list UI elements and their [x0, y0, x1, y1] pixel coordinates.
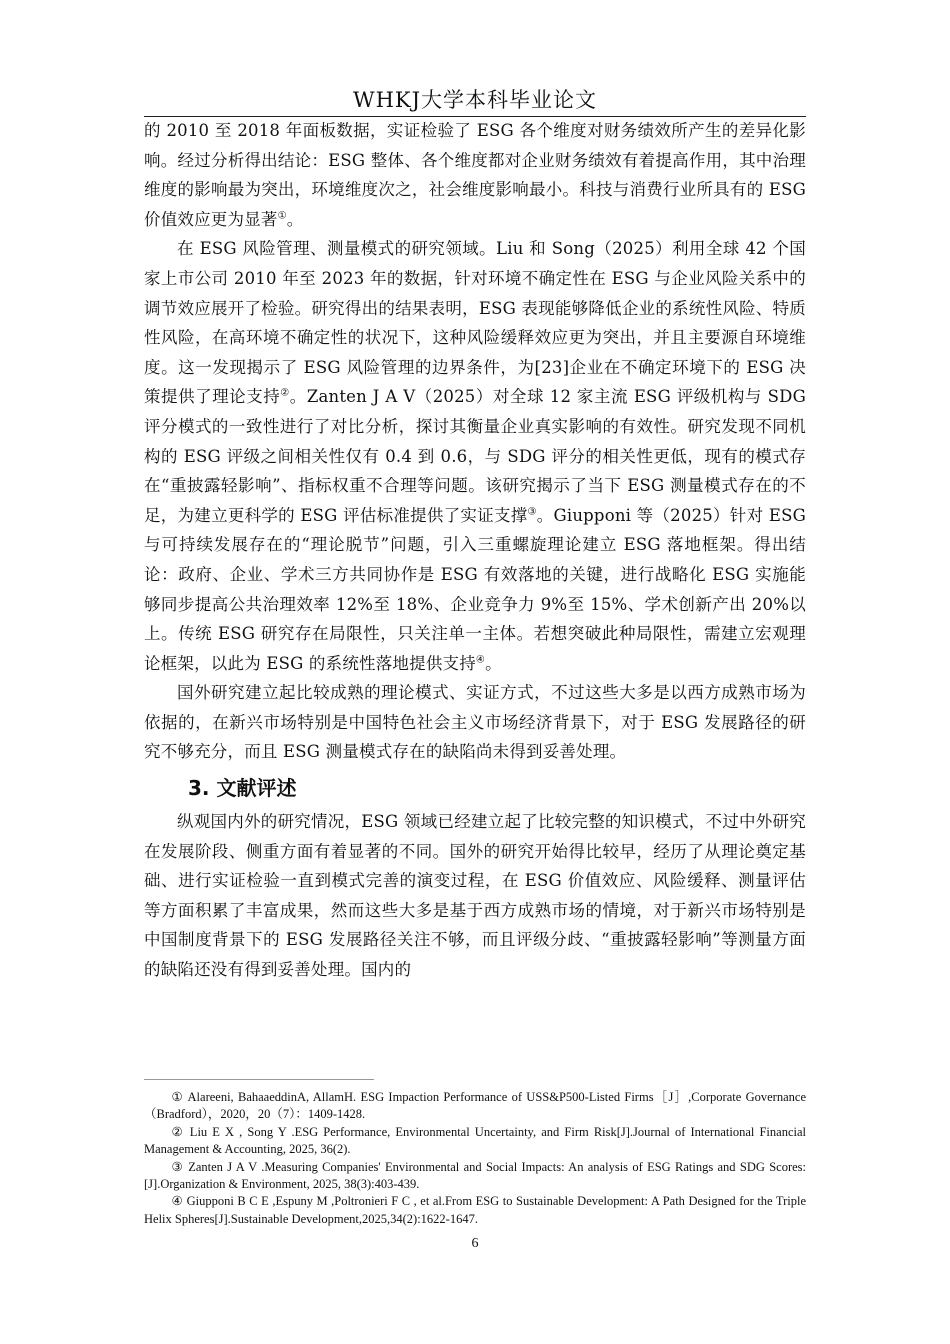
body-text	[144, 116, 806, 985]
paragraph-4: 纵观国内外的研究情况，ESG 领域已经建立起了比较完整的知识模式，不过中外研究在发展阶段、侧重方面有着显著的不同。国外的研究开始得比较早，经历了从理论奠定基础、进行实证检验一直到模式完善的演变过程，在 ESG 价值效应、风险缓释、测量评估等方面积累了丰富成果，然而这些大多是基于西方成熟市场的情境，对于新兴市场特别是中国制度背景下的 ESG 发展路径关注不够，而且评级分歧、“重披露轻影响”等测量方面的缺陷还没有得到妥善处理。国内的	[144, 812, 806, 980]
footnote-2: ② Liu E X , Song Y .ESG Performance, Environmental Uncertainty, and Firm Risk[J].Journal of International Financial Management & Accounting, 2025, 36(2).	[144, 1124, 806, 1157]
footnote-3: ③ Zanten J A V .Measuring Companies' Environmental and Social Impacts: An analysis of ESG Ratings and SDG Scores:[J].Organization & Environment, 2025, 38(3):403-439.	[144, 1159, 806, 1192]
paragraph-2-text-c: 。Giupponi 等（2025）针对 ESG 与可持续发展存在的“理论脱节”问题，引入三重螺旋理论建立 ESG 落地框架。得出结论：政府、企业、学术三方共同协作是 ESG 有效落地的关键，进行战略化 ESG 实施能够同步提高公共治理效率 12%至 18%、企业竞争力 9%至 15%、学术创新产出 20%以上。传统 ESG 研究存在局限性，只关注单一主体。若想突破此种局限性，需建立宏观理论框架，以此为 ESG 的系统性落地提供支持	[144, 505, 806, 673]
page-number: 6	[471, 1236, 479, 1251]
paragraph-1-end: 。	[286, 209, 304, 229]
footnote-ref-2[interactable]: ②	[280, 387, 290, 399]
footnote-ref-4[interactable]: ④	[475, 654, 486, 666]
footnote-ref-1[interactable]: ①	[277, 210, 287, 222]
paragraph-2-end: 。	[485, 653, 502, 673]
footnote-ref-3[interactable]: ③	[527, 506, 537, 518]
paragraph-3: 国外研究建立起比较成熟的理论模式、实证方式，不过这些大多是以西方成熟市场为依据的，在新兴市场特别是中国特色社会主义市场经济背景下，对于 ESG 发展路径的研究不够充分，而且 ESG 测量模式存在的缺陷尚未得到妥善处理。	[144, 683, 806, 762]
paragraph-2-text-a: 在 ESG 风险管理、测量模式的研究领域。Liu 和 Song（2025）利用全球 42 个国家上市公司 2010 年至 2023 年的数据，针对环境不确定性在 ESG 与企业风险关系中的调节效应展开了检验。研究得出的结果表明，ESG 表现能够降低企业的系统性风险、特质性风险，在高环境不确定性的状况下，这种风险缓释效应更为突出，并且主要源自环境维度。这一发现揭示了 ESG 风险管理的边界条件，为[23]企业在不确定环境下的 ESG 决策提供了理论支持	[144, 239, 806, 407]
paragraph-1-text: 的 2010 至 2018 年面板数据，实证检验了 ESG 各个维度对财务绩效所产生的差异化影响。经过分析得出结论：ESG 整体、各个维度都对企业财务绩效有着提高作用，其中治理维度的影响最为突出，环境维度次之，社会维度影响最小。科技与消费行业所具有的 ESG 价值效应更为显著	[144, 121, 806, 229]
footnotes	[144, 1089, 806, 1228]
paragraph-2	[144, 234, 806, 678]
footnote-1: ① Alareeni, BahaaeddinA, AllamH. ESG Impaction Performance of USS&P500-Listed Firms［J］,Corporate Governance（Bradford），2020，20（7）：1409-1428.	[144, 1090, 806, 1122]
section-heading: 3. 文献评述	[188, 776, 297, 801]
running-header: WHKJ大学本科毕业论文	[352, 88, 597, 112]
paragraph-2-text-b: 。Zanten J A V（2025）对全球 12 家主流 ESG 评级机构与 SDG 评分模式的一致性进行了对比分析，探讨其衡量企业真实影响的有效性。研究发现不同机构的 ESG 评级之间相关性仅有 0.4 到 0.6，与 SDG 评分的相关性更低，现有的模式存在“重披露轻影响”、指标权重不合理等问题。该研究揭示了当下 ESG 测量模式存在的不足，为建立更科学的 ESG 评估标准提供了实证支撑	[144, 387, 806, 525]
footnote-separator	[144, 1079, 374, 1080]
paragraph-1	[144, 116, 806, 234]
footnote-4: ④ Giupponi B C E ,Espuny M ,Poltronieri F C , et al.From ESG to Sustainable Development: A Path Designed for the Triple Helix Spheres[J].Sustainable Development,2025,34(2):1622-1647.	[144, 1194, 806, 1226]
